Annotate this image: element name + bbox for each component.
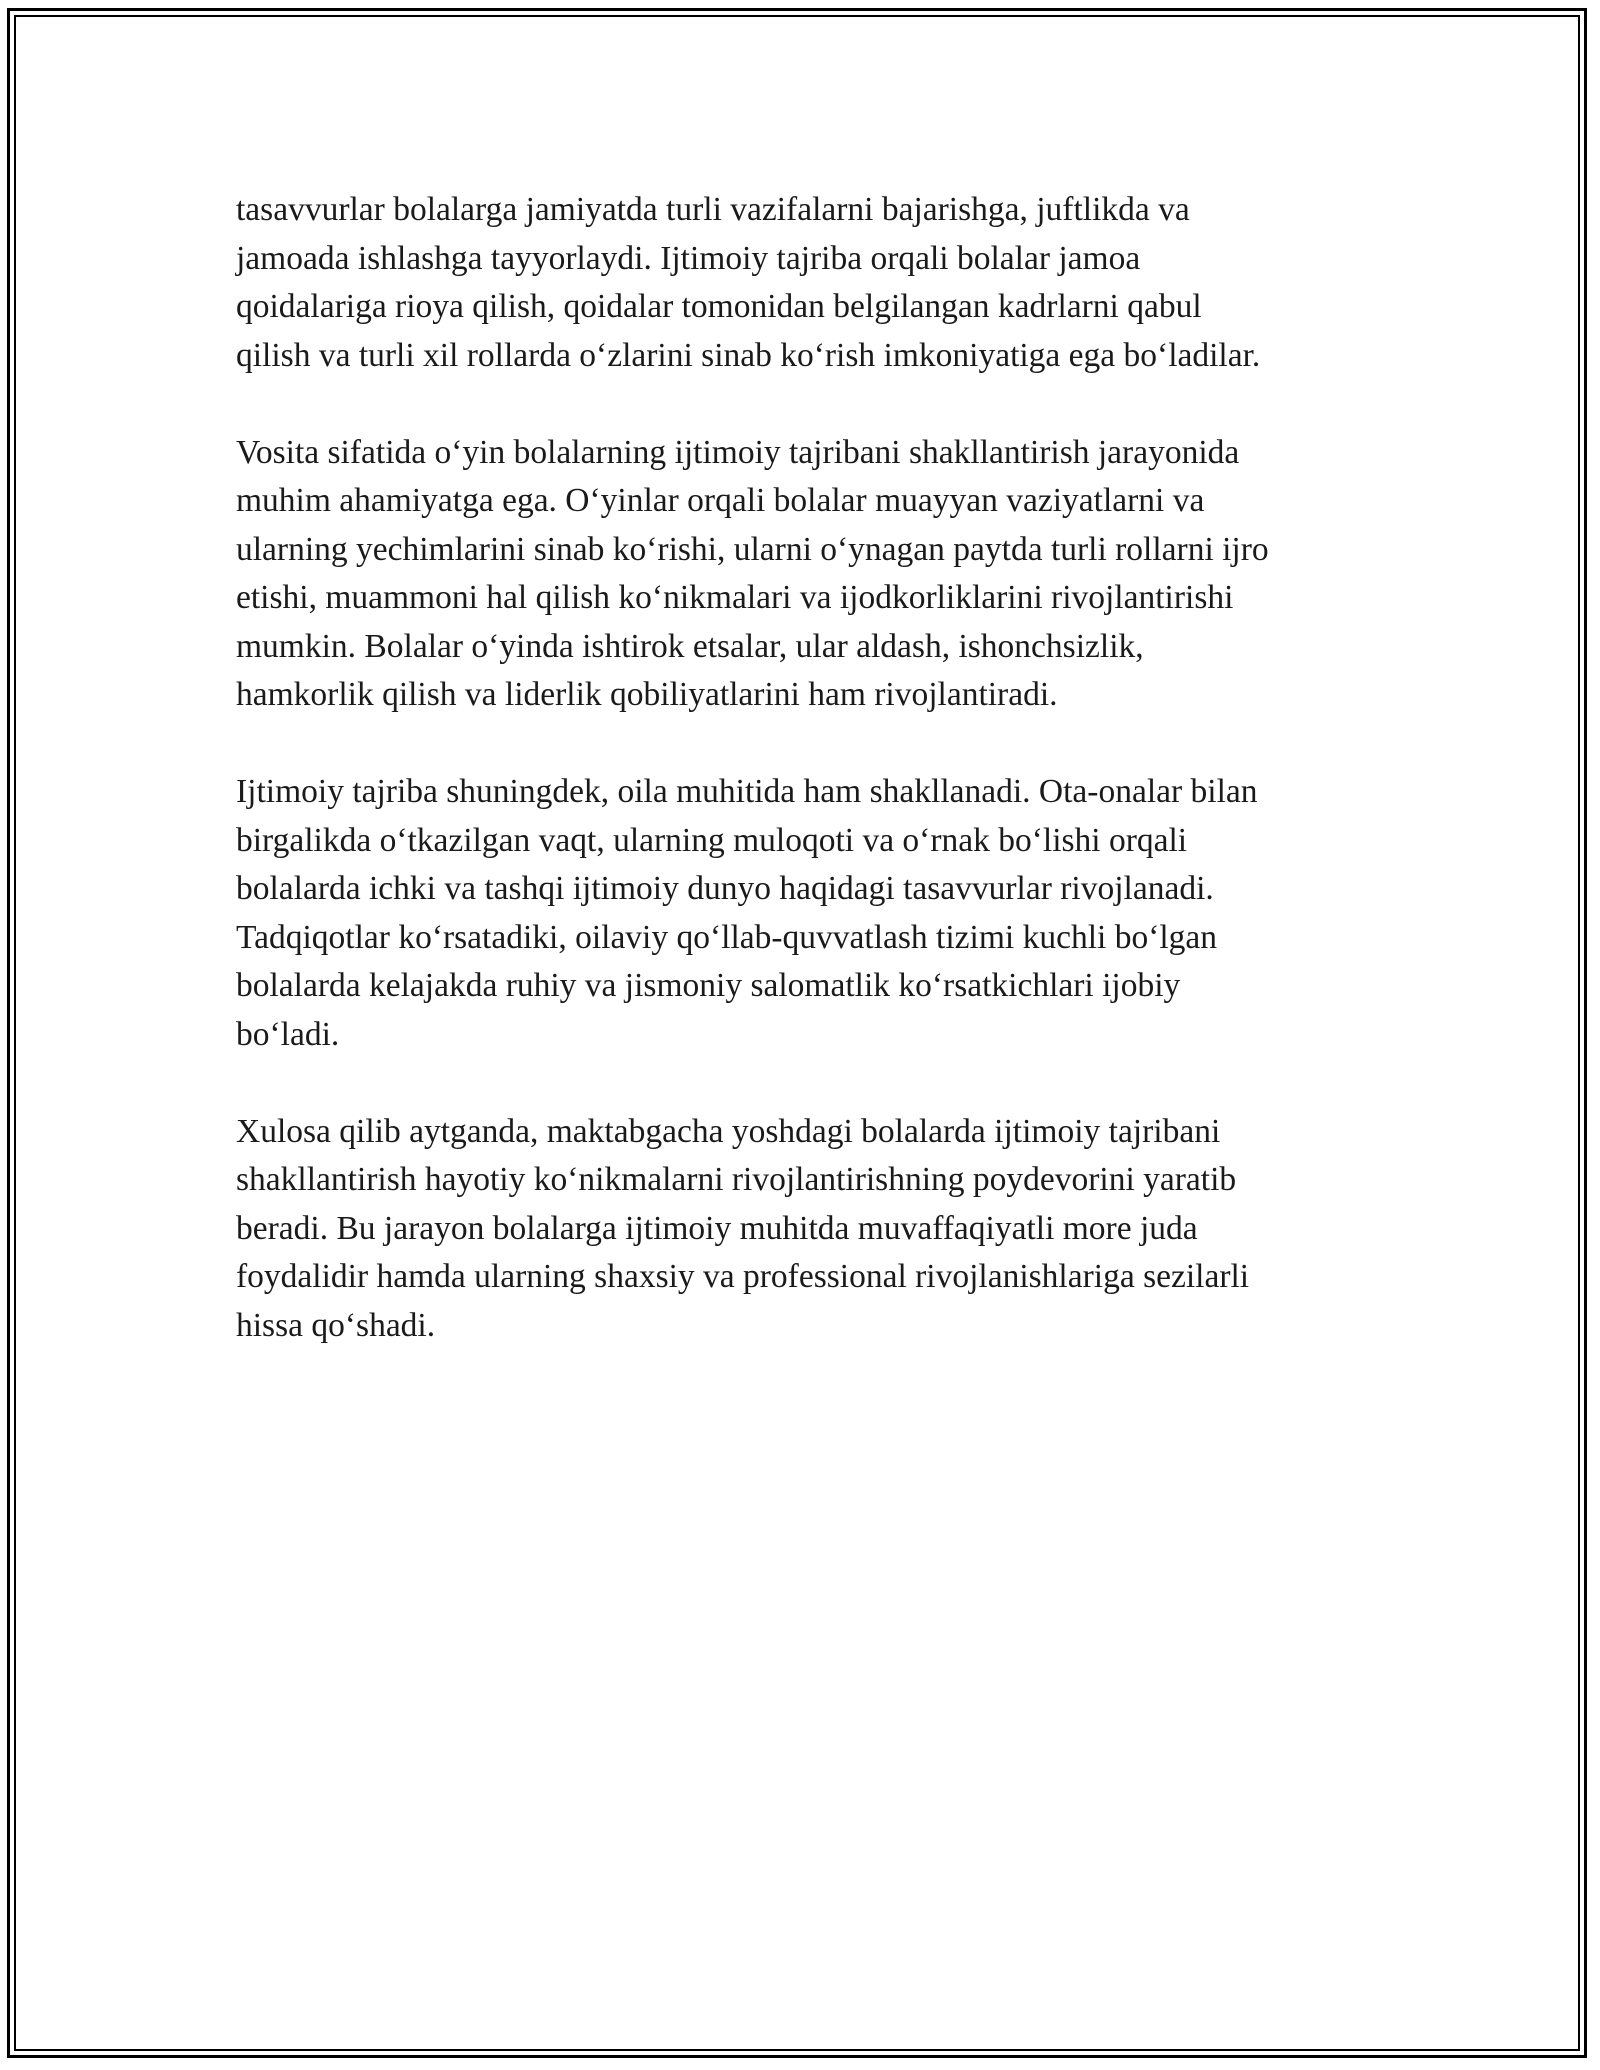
paragraph-1 <box>236 186 1381 380</box>
text-line: foydalidir hamda ularning shaxsiy va professional rivojlanishlariga sezilarli <box>236 1258 1250 1295</box>
text-line: jamoada ishlashga tayyorlaydi. Ijtimoiy tajriba orqali bolalar jamoa <box>236 239 1141 277</box>
text-line: bolalarda kelajakda ruhiy va jismoniy salomatlik koʻrsatkichlari ijobiy <box>236 967 1181 1004</box>
text-line: tasavvurlar bolalarga jamiyatda turli vazifalarni bajarishga, juftlikda va <box>236 191 1190 228</box>
text-line: qoidalariga rioya qilish, qoidalar tomonidan belgilangan kadrlarni qabul <box>236 288 1202 325</box>
text-line: Vosita sifatida oʻyin bolalarning ijtimoiy tajribani shakllantirish jarayonida <box>236 433 1240 471</box>
text-line: bolalarda ichki va tashqi ijtimoiy dunyo haqidagi tasavvurlar rivojlanadi. <box>236 870 1214 907</box>
paragraph-4 <box>236 1108 1381 1351</box>
text-line: shakllantirish hayotiy koʻnikmalarni rivojlantirishning poydevorini yaratib <box>236 1161 1237 1198</box>
text-line: beradi. Bu jarayon bolalarga ijtimoiy muhitda muvaffaqiyatli more juda <box>236 1209 1198 1247</box>
text-line: mumkin. Bolalar oʻyinda ishtirok etsalar, ular aldash, ishonchsizlik, <box>236 627 1144 665</box>
text-line: Tadqiqotlar koʻrsatadiki, oilaviy qoʻllab-quvvatlash tizimi kuchli boʻlgan <box>236 918 1218 956</box>
text-line: hissa qoʻshadi. <box>236 1306 436 1344</box>
paragraph-3 <box>236 768 1381 1059</box>
text-line: ularning yechimlarini sinab koʻrishi, ularni oʻynagan paytda turli rollarni ijro <box>236 530 1269 568</box>
text-line: Ijtimoiy tajriba shuningdek, oila muhitida ham shakllanadi. Ota-onalar bilan <box>236 773 1258 810</box>
paragraph-2 <box>236 429 1381 720</box>
text-line: boʻladi. <box>236 1015 340 1053</box>
document-body <box>236 186 1381 1399</box>
text-line: hamkorlik qilish va liderlik qobiliyatlarini ham rivojlantiradi. <box>236 676 1058 713</box>
text-line: Xulosa qilib aytganda, maktabgacha yoshdagi bolalarda ijtimoiy tajribani <box>236 1112 1221 1150</box>
text-line: muhim ahamiyatga ega. Oʻyinlar orqali bolalar muayyan vaziyatlarni va <box>236 482 1205 519</box>
text-line: etishi, muammoni hal qilish koʻnikmalari va ijodkorliklarini rivojlantirishi <box>236 579 1234 616</box>
text-line: birgalikda oʻtkazilgan vaqt, ularning muloqoti va oʻrnak boʻlishi orqali <box>236 821 1188 859</box>
text-line: qilish va turli xil rollarda oʻzlarini sinab koʻrish imkoniyatiga ega boʻladilar. <box>236 336 1261 374</box>
